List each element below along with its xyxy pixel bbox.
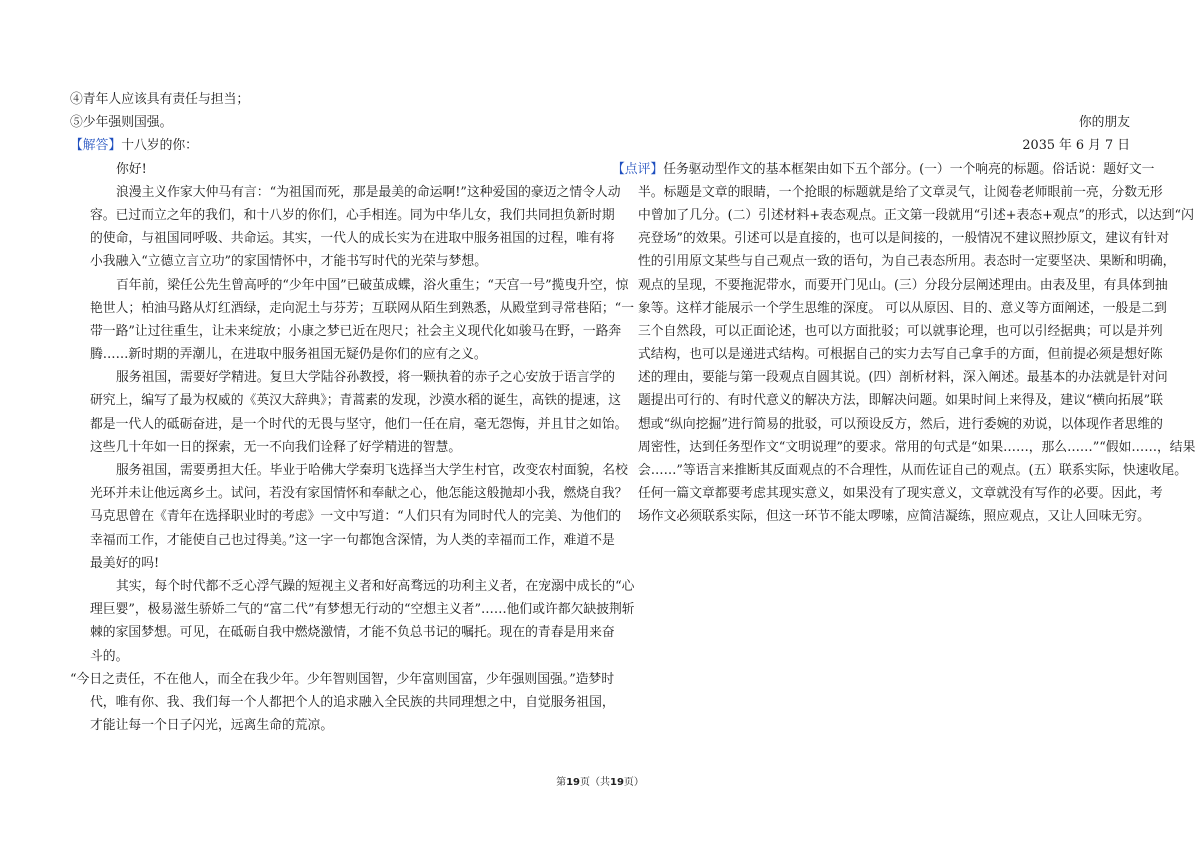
- text-line: 斗的。: [90, 648, 129, 664]
- text-line: 半。标题是文章的眼睛，一个抢眼的标题就是给了文章灵气，让阅卷老师眼前一亮，分数无形: [638, 184, 1163, 200]
- text-line: 场作文必须联系实际，但这一环节不能太啰嗦，应简洁凝练，照应观点，又让人回味无穷。: [638, 509, 1150, 525]
- answer-label: 【解答】: [70, 138, 122, 154]
- text-line: 性的引用原文某些与自己观点一致的语句，为自己表态所用。表态时一定要坚决、果断和明确，: [638, 254, 1176, 270]
- list-item-4: ④青年人应该具有责任与担当；: [70, 92, 250, 107]
- text-line: 周密性，达到任务型作文“文明说理”的要求。常用的句式是“如果……，那么……”“假如……，结果: [638, 439, 1196, 455]
- footer-middle: 页（共: [580, 777, 610, 788]
- footer-prefix: 第: [556, 777, 567, 788]
- text-line: “今日之责任，不在他人，而全在我少年。少年智则国智，少年富则国富，少年强则国强。”造梦时: [70, 671, 615, 687]
- letter-signature: 你的朋友: [1078, 115, 1130, 131]
- comment-text: 任务驱动型作文的基本框架由如下五个部分。(一）一个响亮的标题。俗话说：题好文一: [663, 161, 1155, 177]
- comment-first-line: [612, 158, 1155, 181]
- spacer-line: [612, 88, 1130, 111]
- text-line: 服务祖国，需要好学精进。复旦大学陆谷孙教授，将一颗执着的赤子之心安放于语言学的: [116, 370, 616, 386]
- text-line: 光环并未让他远离乡土。试问，若没有家国情怀和奉献之心，他怎能这般抛却小我，燃烧自我？: [90, 486, 628, 502]
- text-line: 带一路”让过往重生，让未来绽放；小康之梦已近在咫尺；社会主义现代化如骏马在野，一路奔: [90, 323, 622, 339]
- text-line: 式结构，也可以是递进式结构。可根据自己的实力去写自己拿手的方面，但前提必须是想好陈: [638, 347, 1163, 363]
- text-line: 其实，每个时代都不乏心浮气躁的短视主义者和好高骛远的功利主义者，在宠溺中成长的“心: [116, 578, 635, 594]
- text-line: 腾……新时期的弄潮儿，在进取中服务祖国无疑仍是你们的应有之义。: [90, 347, 487, 363]
- text-line: 会……”等语言来推断其反面观点的不合理性，从而佐证自己的观点。(五）联系实际，快速收尾。: [638, 463, 1188, 478]
- text-line: 亮登场”的效果。引述可以是直接的，也可以是间接的，一般情况不建议照抄原文，建议有针对: [638, 231, 1170, 247]
- text-line: 代，唯有你、我、我们每一个人都把个人的追求融入全民族的共同理想之中，自觉服务祖国，: [90, 694, 615, 710]
- page-number: 19: [566, 777, 580, 788]
- text-line: 服务祖国，需要勇担大任。毕业于哈佛大学秦玥飞选择当大学生村官，改变农村面貌，名校: [116, 463, 628, 478]
- text-line: 才能让每一个日子闪光，远离生命的荒凉。: [90, 718, 334, 734]
- text-line: 述的理由，要能与第一段观点自圆其说。(四）剖析材料，深入阐述。最基本的办法就是针对问: [638, 370, 1168, 386]
- text-line: 小我融入“立德立言立功”的家国情怀中，才能书写时代的光荣与梦想。: [90, 254, 487, 270]
- list-item-5: ⑤少年强则国强。: [70, 115, 173, 131]
- text-line: 浪漫主义作家大仲马有言：“为祖国而死，那是最美的命运啊!”这种爱国的豪迈之情令人动: [116, 184, 621, 200]
- right-column: [612, 88, 1196, 529]
- page-total: 19: [610, 777, 624, 788]
- text-line: 研究上，编写了最为权威的《英汉大辞典》；青蒿素的发现，沙漠水稻的诞生，高铁的提速，这: [90, 393, 622, 409]
- text-line: 观点的呈现，不要拖泥带水，而要开门见山。(三）分段分层阐述理由。由表及里，有具体到抽: [638, 277, 1168, 293]
- text-line: 容。已过而立之年的我们，和十八岁的你们，心手相连。同为中华儿女，我们共同担负新时期: [90, 207, 615, 223]
- text-line: 百年前，梁任公先生曾高呼的“少年中国”已破茧成蝶，浴火重生；“天宫一号”揽曳升空，惊: [116, 277, 629, 293]
- answer-heading: [70, 134, 586, 157]
- text-line: 中曾加了几分。(二）引述材料+表态观点。正文第一段就用“引述+表态+观点”的形式，以达到“闪: [638, 207, 1194, 223]
- text-line: 幸福而工作，才能使自己也过得美。”这一字一句都饱含深情，为人类的幸福而工作，难道不是: [90, 532, 615, 548]
- letter-greeting: 你好!: [116, 161, 147, 177]
- letter-salutation: 十八岁的你：: [121, 138, 198, 154]
- text-line: 都是一代人的砥砺奋进，是一个时代的无畏与坚守，他们一任在肩，毫无怨悔，并且甘之如饴。: [90, 416, 628, 432]
- text-line: 理巨婴”，极易滋生骄娇二气的“富二代”有梦想无行动的“空想主义者”……他们或许都欠缺披荆斩: [90, 602, 635, 618]
- text-line: 任何一篇文章都要考虑其现实意义，如果没有了现实意义，文章就没有写作的必要。因此，考: [638, 486, 1163, 502]
- text-line: 象等。这样才能展示一个学生思维的深度。 可以从原因、目的、意义等方面阐述，一般是二到: [638, 300, 1167, 316]
- text-line: 的使命，与祖国同呼吸、共命运。其实，一代人的成长实为在进取中服务祖国的过程，唯有将: [90, 231, 615, 247]
- text-line: 最美好的吗!: [90, 555, 160, 571]
- text-line: 三个自然段，可以正面论述，也可以方面批驳；可以就事论理，也可以引经据典；可以是并列: [638, 323, 1163, 339]
- comment-label: 【点评】: [612, 161, 664, 177]
- page-footer: [0, 773, 1200, 788]
- left-column: [70, 88, 635, 737]
- text-line: 这些几十年如一日的探索，无一不向我们诠释了好学精进的智慧。: [90, 439, 462, 455]
- text-line: 马克思曾在《青年在选择职业时的考虑》一文中写道：“人们只有为同时代人的完美、为他们的: [90, 509, 622, 525]
- letter-date: 2035 年 6 月 7 日: [1022, 138, 1130, 154]
- text-line: 艳世人；柏油马路从灯红酒绿，走向泥土与芬芳；互联网从陌生到熟悉，从殿堂到寻常巷陌；“一: [90, 300, 635, 316]
- text-line: 棘的家国梦想。可见，在砥砺自我中燃烧激情，才能不负总书记的嘱托。现在的青春是用来奋: [90, 625, 615, 641]
- text-line: 题提出可行的、有时代意义的解决方法，即解决问题。如果时间上来得及，建议“横向拓展”联: [638, 393, 1163, 409]
- footer-suffix: 页）: [623, 777, 644, 788]
- text-line: 想或“纵向挖掘”进行简易的批驳，可以预设反方，然后，进行委婉的劝说，以体现作者思维的: [638, 416, 1163, 432]
